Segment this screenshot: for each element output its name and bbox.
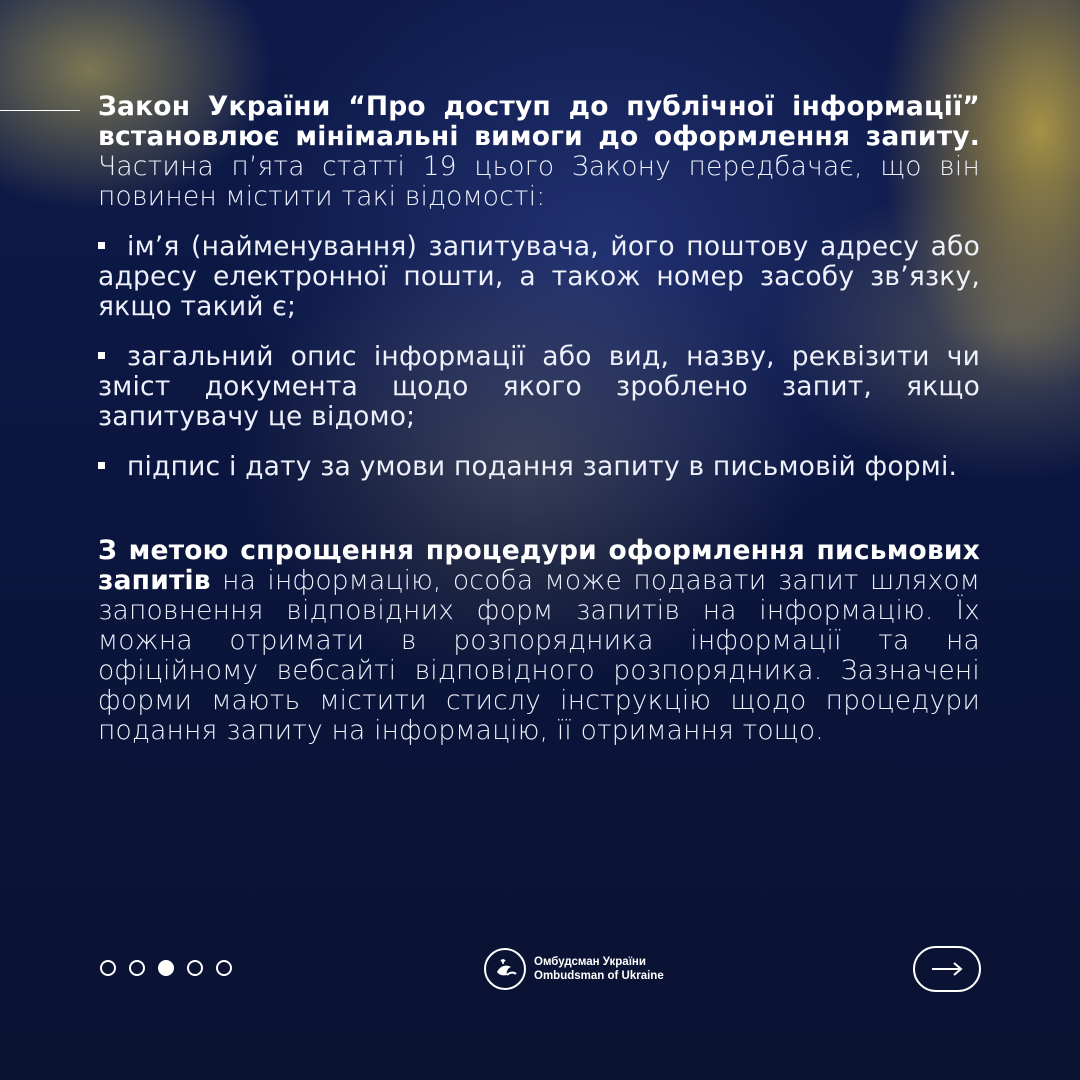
list-item bbox=[98, 342, 980, 432]
second-paragraph bbox=[98, 536, 980, 746]
intro-bold: Закон України “Про доступ до публічної інформації” встановлює мінімальні вимоги до оформлення запиту. bbox=[98, 91, 980, 152]
bullet-square-icon bbox=[98, 462, 105, 469]
logo-text bbox=[534, 955, 664, 983]
bullet-square-icon bbox=[98, 242, 105, 249]
pagination-dot-1[interactable] bbox=[100, 960, 116, 976]
ombudsman-emblem-icon bbox=[484, 948, 526, 990]
second-regular: на інформацію, особа може подавати запит шляхом заповнення відповідних форм запитів на інформацію. Їх можна отримати в розпорядника інформації та на офіційному вебсайті відповідного розпорядника. Зазначені форми мають містити стислу інструкцію щодо процедури подання запиту на інформацію, її отримання тощо. bbox=[98, 565, 980, 746]
arrow-right-icon bbox=[930, 961, 964, 977]
list-item-text: підпис і дату за умови подання запиту в письмовій формі. bbox=[127, 451, 958, 482]
intro-paragraph bbox=[98, 92, 980, 212]
pagination-dots bbox=[100, 960, 232, 976]
list-item-text: ім’я (найменування) запитувача, його поштову адресу або адресу електронної пошти, а також номер засобу зв’язку, якщо такий є; bbox=[98, 231, 980, 322]
list-item bbox=[98, 452, 980, 482]
next-slide-button[interactable] bbox=[913, 946, 981, 992]
list-item bbox=[98, 232, 980, 322]
pagination-dot-5[interactable] bbox=[216, 960, 232, 976]
requirements-list bbox=[98, 232, 980, 482]
logo-line-english: Ombudsman of Ukraine bbox=[534, 970, 664, 982]
pagination-dot-2[interactable] bbox=[129, 960, 145, 976]
list-item-text: загальний опис інформації або вид, назву, реквізити чи зміст документа щодо якого зроблено запит, якщо запитувачу це відомо; bbox=[98, 341, 980, 432]
bullet-square-icon bbox=[98, 352, 105, 359]
footer bbox=[0, 930, 1080, 1010]
decorative-rule bbox=[0, 110, 80, 111]
main-content bbox=[98, 92, 980, 746]
pagination-dot-3-active[interactable] bbox=[158, 960, 174, 976]
ombudsman-logo bbox=[484, 948, 664, 990]
pagination-dot-4[interactable] bbox=[187, 960, 203, 976]
second-bold: З метою спрощення процедури оформлення письмових запитів bbox=[98, 535, 980, 596]
intro-regular: Частина п’ята статті 19 цього Закону передбачає, що він повинен містити такі відомості: bbox=[98, 151, 980, 212]
logo-line-ukrainian: Омбудсман України bbox=[534, 956, 646, 968]
